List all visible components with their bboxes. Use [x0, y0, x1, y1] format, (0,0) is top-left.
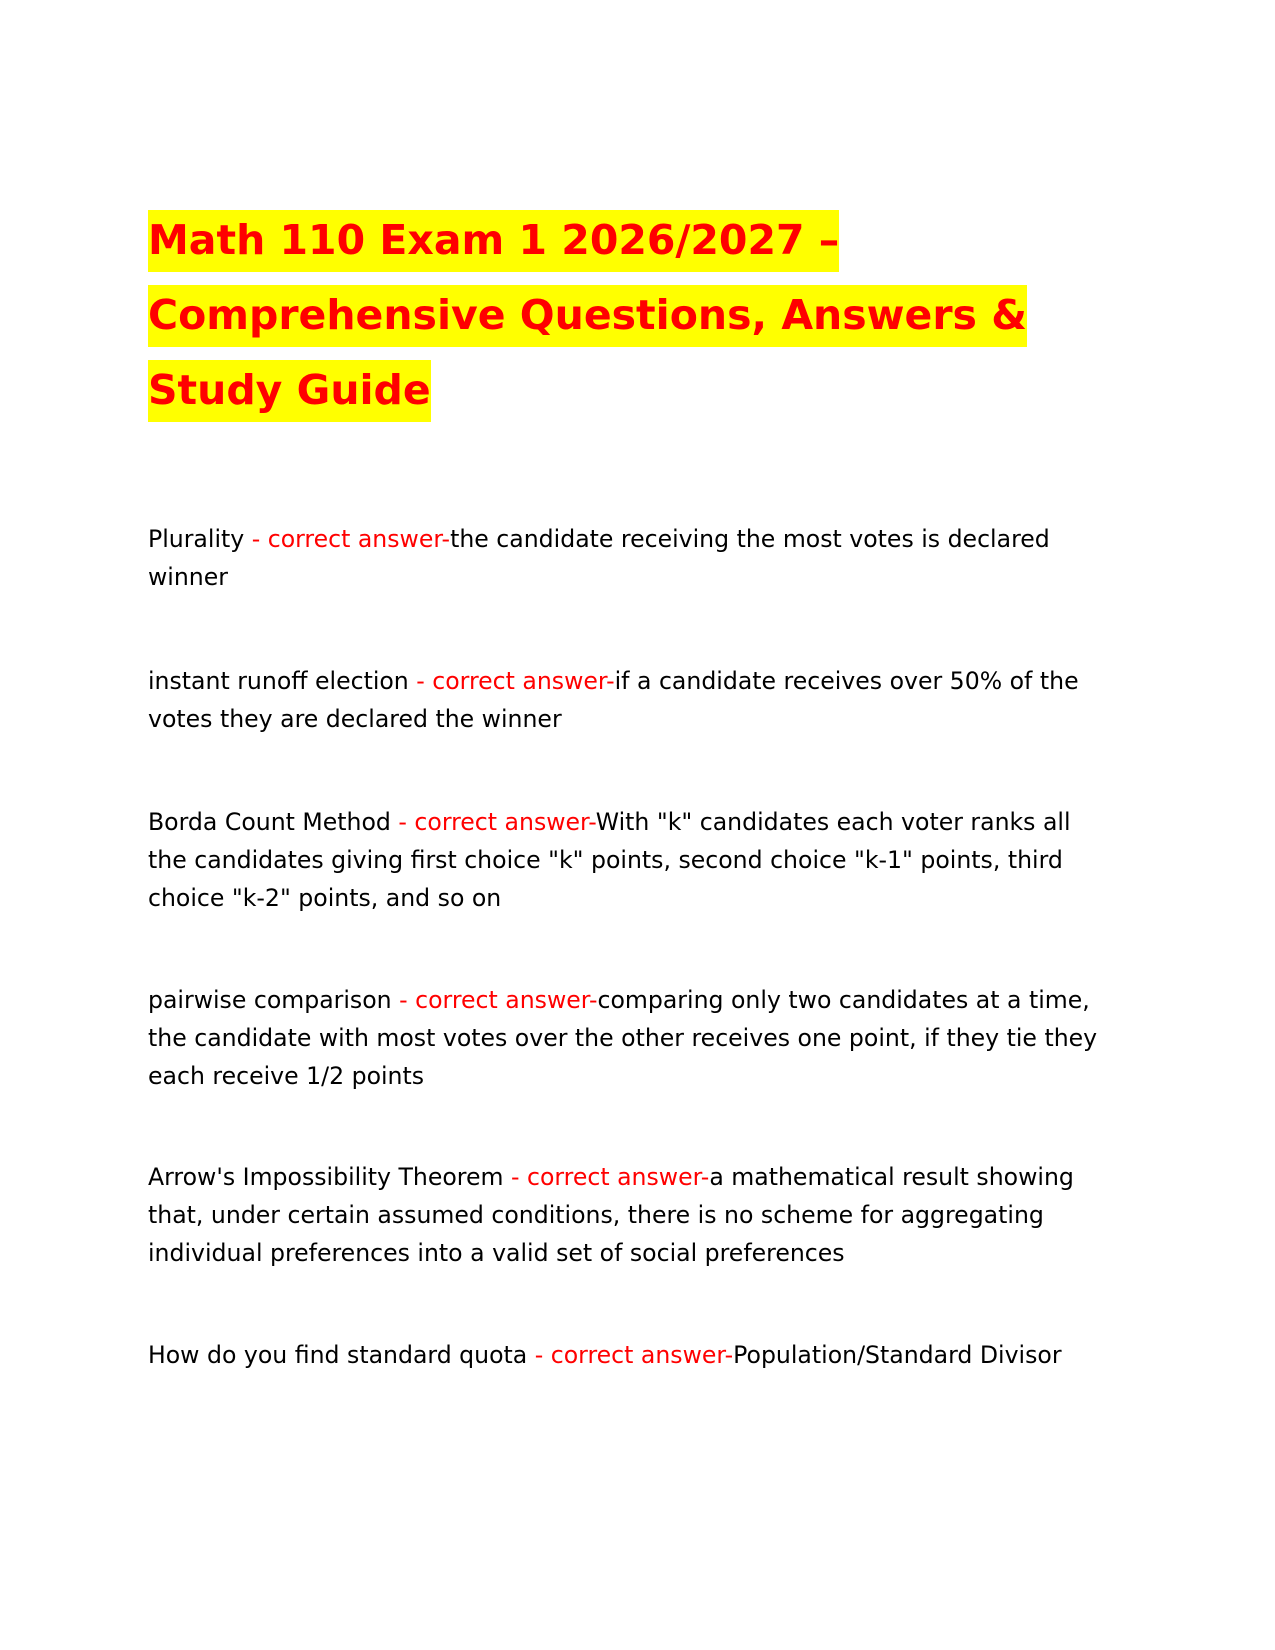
qa-term: instant runoff election: [148, 667, 409, 695]
qa-separator: - correct answer-: [408, 667, 615, 695]
title-line-1: Math 110 Exam 1 2026/2027 –: [148, 210, 839, 272]
qa-separator: - correct answer-: [244, 525, 451, 553]
qa-separator: - correct answer-: [503, 1163, 710, 1191]
qa-answer: if a candidate receives over 50% of the votes they are declared the winner: [148, 667, 1079, 733]
qa-answer: Population/Standard Divisor: [733, 1341, 1062, 1369]
qa-separator: - correct answer-: [391, 986, 598, 1014]
document-title: [148, 203, 1148, 428]
qa-item: [148, 662, 1108, 738]
qa-item: [148, 1336, 1108, 1374]
qa-term: Plurality: [148, 525, 245, 553]
qa-item: [148, 981, 1108, 1095]
qa-answer: With "k" candidates each voter ranks all the candidates giving first choice "k" points, second choice "k-1" points, third choice "k-2" points, and so on: [148, 808, 1071, 912]
qa-item: [148, 803, 1108, 917]
qa-term: How do you find standard quota: [148, 1341, 528, 1369]
title-line-2: Comprehensive Questions, Answers &: [148, 285, 1027, 347]
qa-item: [148, 520, 1108, 596]
qa-separator: - correct answer-: [390, 808, 596, 836]
qa-term: Borda Count Method: [148, 808, 391, 836]
qa-term: Arrow's Impossibility Theorem: [148, 1163, 504, 1191]
qa-answer: comparing only two candidates at a time, the candidate with most votes over the other receives one point, if they tie they each receive 1/2 points: [148, 986, 1098, 1090]
qa-answer: a mathematical result showing that, under certain assumed conditions, there is no scheme for aggregating individual preferences into a valid set of social preferences: [148, 1163, 1074, 1267]
qa-answer: the candidate receiving the most votes is declared winner: [148, 525, 1050, 591]
qa-separator: - correct answer-: [527, 1341, 734, 1369]
title-line-3: Study Guide: [148, 360, 431, 422]
qa-item: [148, 1158, 1108, 1272]
qa-term: pairwise comparison: [148, 986, 392, 1014]
